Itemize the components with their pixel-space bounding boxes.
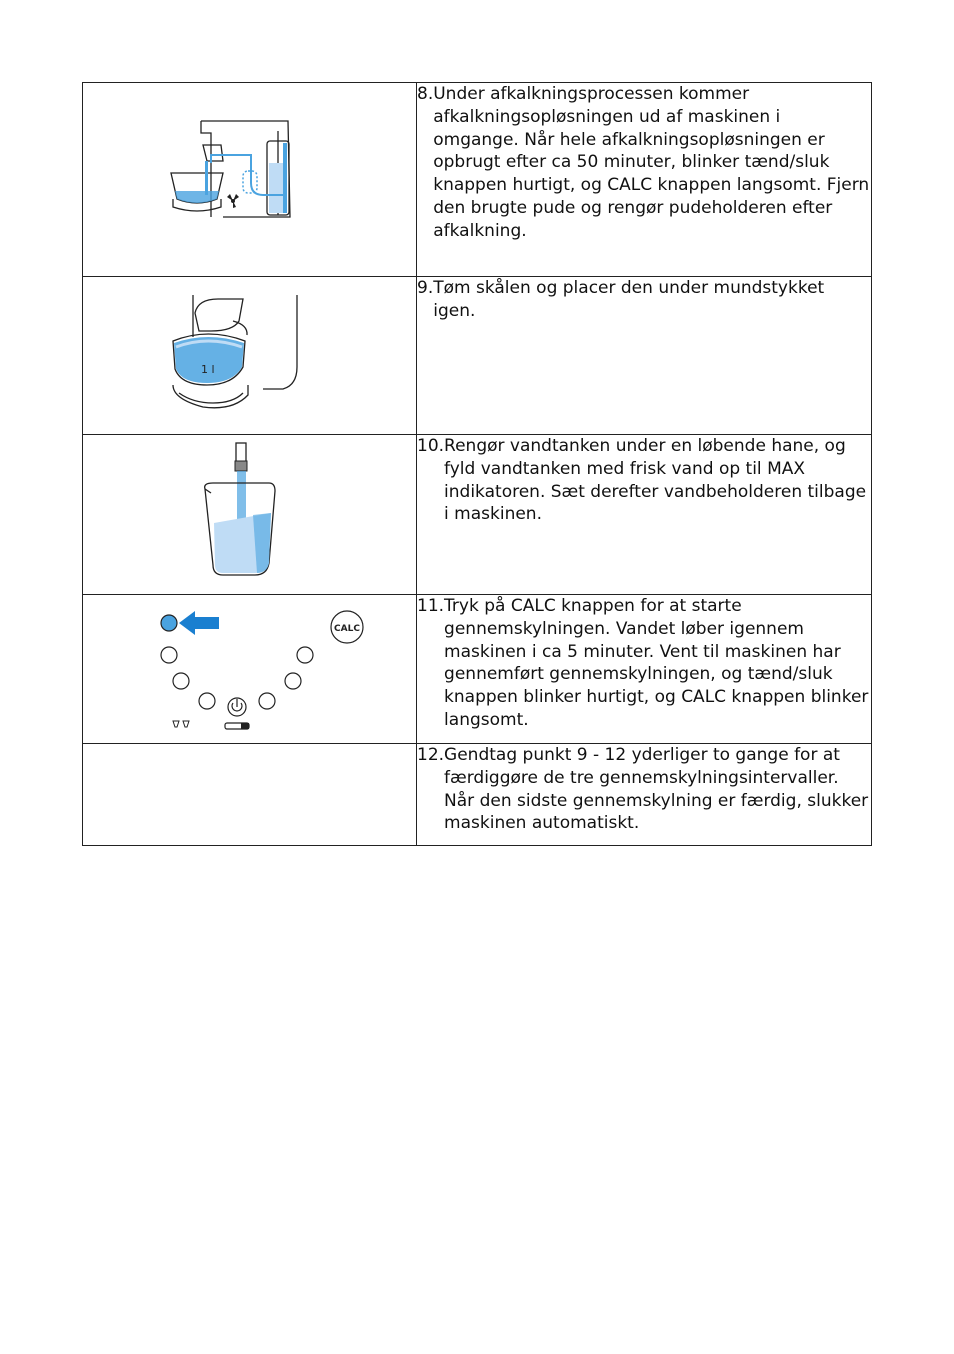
- step-description: Tøm skålen og placer den under mundstykket igen.: [433, 278, 825, 321]
- step-text-9: [417, 277, 872, 435]
- machine-descaling-icon: [83, 83, 416, 276]
- illustration-empty: [83, 744, 417, 846]
- step-text-12: [417, 744, 872, 846]
- step-text-10: [417, 435, 872, 595]
- step-number: 8.: [417, 84, 434, 104]
- tank-under-tap-icon: [83, 435, 416, 594]
- step-number: 9.: [417, 278, 434, 298]
- step-description: Gendtag punkt 9 - 12 yderliger to gange for at færdiggøre de tre gennemskylningsintervaller. Når den sidste gennemskylning er færdig, slukker maskinen automatiskt.: [444, 745, 869, 834]
- step-description: Rengør vandtanken under en løbende hane, og fyld vandtanken med frisk vand op til MAX indikatoren. Sæt derefter vandbeholderen tilbage i maskinen.: [444, 436, 867, 525]
- bowl-under-spout-icon: [83, 277, 416, 434]
- control-panel-icon: [83, 595, 416, 743]
- illustration-machine-descaling: [83, 83, 417, 277]
- step-row-10: [83, 435, 872, 595]
- calc-button-label: CALC: [334, 624, 360, 634]
- step-description: Tryk på CALC knappen for at starte gennemskylningen. Vandet løber igennem maskinen i ca 5 minuter. Vent til maskinen har gennemført gennemskylningen, og tænd/sluk knappen blinker hurtigt, og CALC knappen blinker langsomt.: [444, 596, 869, 730]
- step-number: 11.: [417, 596, 445, 616]
- instruction-table: [82, 82, 872, 846]
- step-text-8: [417, 83, 872, 277]
- step-row-11: [83, 595, 872, 744]
- illustration-bowl-under-spout: [83, 277, 417, 435]
- illustration-control-panel: [83, 595, 417, 744]
- step-row-12: [83, 744, 872, 846]
- bowl-capacity-label: 1 l: [201, 363, 215, 376]
- step-row-9: [83, 277, 872, 435]
- step-number: 10.: [417, 436, 445, 456]
- power-icon: [232, 699, 242, 711]
- step-text-11: [417, 595, 872, 744]
- step-description: Under afkalkningsprocessen kommer afkalkningsopløsningen ud af maskinen i omgange. Når hele afkalkningsopløsningen er opbrugt efter ca 50 minuter, blinker tænd/sluk knappen hurtigt, og CALC knappen langsomt. Fjern den brugte pude og rengør pudeholderen efter afkalkning.: [433, 84, 870, 241]
- illustration-tank-under-tap: [83, 435, 417, 595]
- step-row-8: [83, 83, 872, 277]
- step-number: 12.: [417, 745, 445, 765]
